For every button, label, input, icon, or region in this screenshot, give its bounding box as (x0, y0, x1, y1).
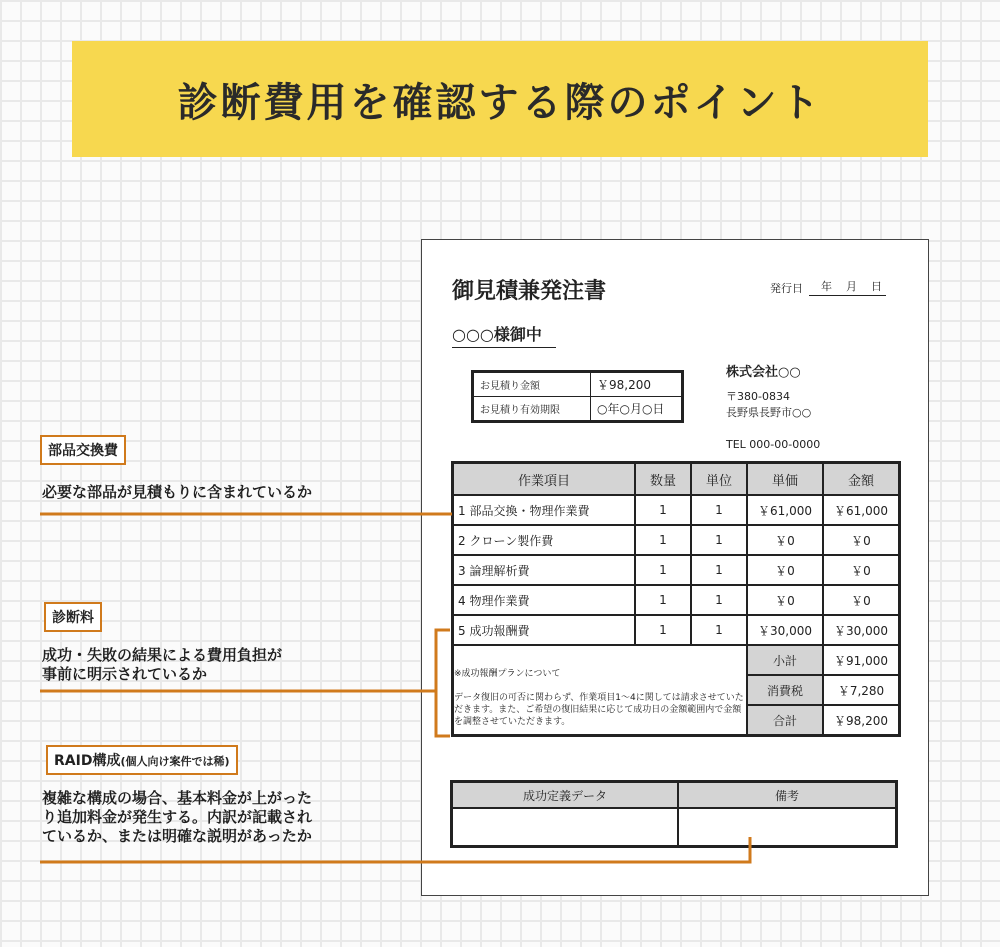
callout-label-text: 部品交換費 (48, 443, 118, 459)
column-header: 金額 (823, 463, 900, 496)
amount-label: お見積り金額 (473, 372, 591, 397)
callout-desc-diagnosis (42, 646, 282, 684)
item-amount: ￥0 (823, 585, 900, 615)
item-unit: 1 (691, 555, 747, 585)
subtotal-label: 小計 (747, 645, 823, 675)
document-title: 御見積兼発注書 (452, 279, 607, 304)
callout-label-parts (40, 435, 126, 465)
callout-label-diagnosis (44, 602, 102, 632)
item-name: 1 部品交換・物理作業費 (453, 495, 636, 525)
tax-value: ￥7,280 (823, 675, 900, 705)
item-name: 4 物理作業費 (453, 585, 636, 615)
callout-label-note: (個人向け案件では稀) (120, 755, 230, 768)
item-price: ￥0 (747, 555, 823, 585)
item-unit: 1 (691, 615, 747, 645)
column-header: 数量 (635, 463, 691, 496)
callout-desc-raid (42, 789, 312, 846)
column-header: 作業項目 (453, 463, 636, 496)
item-name: 3 論理解析費 (453, 555, 636, 585)
desc-line: ているか、または明確な説明があったか (42, 827, 312, 845)
item-amount: ￥0 (823, 525, 900, 555)
callout-label-text: RAID構成 (54, 753, 121, 769)
column-header: 単位 (691, 463, 747, 496)
item-unit: 1 (691, 525, 747, 555)
item-unit: 1 (691, 495, 747, 525)
item-name: 5 成功報酬費 (453, 615, 636, 645)
issue-date-label: 発行日 (770, 282, 803, 295)
item-price: ￥30,000 (747, 615, 823, 645)
item-amount: ￥0 (823, 555, 900, 585)
desc-line: り追加料金が発生する。内訳が記載され (42, 808, 313, 826)
item-qty: 1 (635, 525, 691, 555)
item-price: ￥0 (747, 585, 823, 615)
amount-value: ￥98,200 (591, 372, 683, 397)
callout-label-text: 診断料 (52, 610, 94, 626)
issue-year: 年 (821, 280, 832, 293)
item-price: ￥61,000 (747, 495, 823, 525)
desc-line: 複雑な構成の場合、基本料金が上がった (42, 789, 313, 807)
callout-label-raid (46, 745, 238, 775)
issue-day: 日 (871, 280, 882, 293)
subtotal-value: ￥91,000 (823, 645, 900, 675)
item-price: ￥0 (747, 525, 823, 555)
page-title: 診断費用を確認する際のポイント (177, 79, 823, 126)
column-header: 成功定義データ (452, 782, 679, 809)
note-heading: ※成功報酬プランについて (454, 669, 561, 679)
item-amount: ￥30,000 (823, 615, 900, 645)
company-tel: TEL 000-00-0000 (726, 438, 821, 451)
item-qty: 1 (635, 585, 691, 615)
item-name: 2 クローン製作費 (453, 525, 636, 555)
company-name: 株式会社○○ (726, 365, 801, 380)
tax-label: 消費税 (747, 675, 823, 705)
validity-value: ○年○月○日 (591, 397, 683, 422)
item-qty: 1 (635, 615, 691, 645)
callout-desc-parts: 必要な部品が見積もりに含まれているか (42, 483, 313, 501)
column-header: 備考 (678, 782, 897, 809)
item-qty: 1 (635, 555, 691, 585)
client-name: ○○○様御中 (452, 322, 556, 348)
issue-month: 月 (846, 280, 857, 293)
total-value: ￥98,200 (823, 705, 900, 736)
callout-bracket-diagnosis (436, 691, 450, 736)
item-amount: ￥61,000 (823, 495, 900, 525)
validity-label: お見積り有効期限 (473, 397, 591, 422)
desc-line: 成功・失敗の結果による費用負担が (42, 646, 283, 664)
total-label: 合計 (747, 705, 823, 736)
column-header: 単価 (747, 463, 823, 496)
note-body: データ復旧の可否に関わらず、作業項目1〜4に関しては請求させていただきます。また、ご希望の復旧結果に応じて成功日の金額範囲内で金額を調整させていただきます。 (454, 693, 744, 727)
item-unit: 1 (691, 585, 747, 615)
company-postal: 〒380-0834 (726, 390, 790, 403)
desc-line: 事前に明示されているか (42, 665, 208, 683)
company-address: 長野県長野市○○ (726, 406, 812, 419)
item-qty: 1 (635, 495, 691, 525)
